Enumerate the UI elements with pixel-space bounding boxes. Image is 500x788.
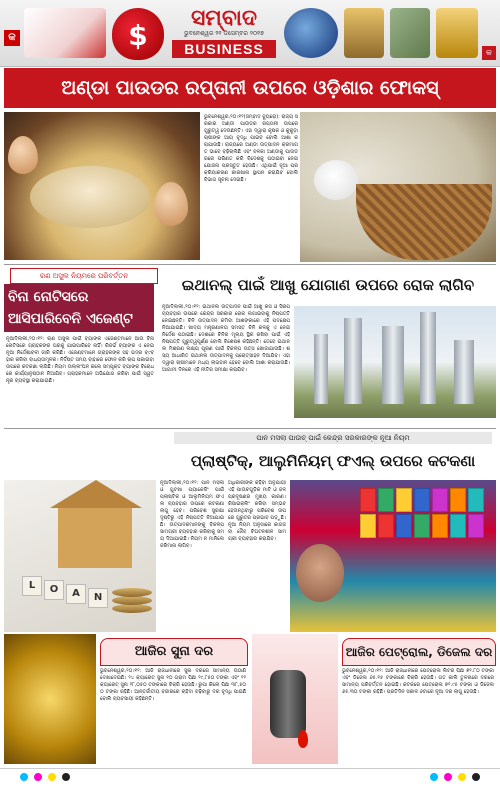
story4-column-1: ନୂଆଦିଲ୍ଲୀ,୨୦।୧୨: ପାନ ମସଲା ଓ ଗୁଟଖା ପ୍ୟାକେଜିଂ ପାଇଁ ପ୍ଲାଷ୍ଟିକ ଓ ଆଲୁମିନିୟମ ଫଏଲ ବ୍ୟବହାର ଉପରେ କଟକଣା ଲାଗୁ ହେବ। ପରିବେଶ ସୁରକ୍ଷା ଦୃଷ୍ଟିରୁ ଏହି ନିଷ୍ପତ୍ତି ନିଆଯାଇଛି। ଉତ୍ପାଦକମାନଙ୍କୁ ବିକଳ୍ପ ସାମଗ୍ରୀ ବ୍ୟବହାର କରିବାକୁ ସମୟ ଦିଆଯାଇଛି। ନିୟମ ନ ମାନିଲେ ଜରିମାନା ଲାଗିବ। bbox=[160, 480, 224, 549]
registration-mark bbox=[34, 773, 42, 781]
packet-graphic bbox=[396, 514, 412, 538]
letter-block: O bbox=[44, 580, 64, 600]
registration-mark bbox=[62, 773, 70, 781]
packet-graphic bbox=[360, 488, 376, 512]
hen-eggs-photo bbox=[300, 112, 496, 262]
story1-column-1: ଭୁବନେଶ୍ୱର,୨୦।୧୨(ସମ୍ବାଦ ବ୍ୟୁରୋ): ରାଜ୍ୟ ସରକାର ଅଣ୍ଡା ପାଉଡର ରପ୍ତାନୀ ଉପରେ ଗୁରୁତ୍ୱ ଦେଉଛନ୍ତି। ଏହା ଦ୍ୱାରା କୃଷକ ଓ କୁକୁଡ଼ା ଚାଷୀଙ୍କ ଆୟ ବୃଦ୍ଧି ପାଇବ ବୋଲି ଆଶା କରାଯାଉଛି। ରାଜ୍ୟରେ ଅଣ୍ଡା ଉତ୍ପାଦନ କ୍ରମାଗତ ଭାବେ ବଢ଼ିଚାଲିଛି ଏବଂ ବଳକା ଅଣ୍ଡାକୁ ପାଉଡରରେ ପରିଣତ କରି ବିଦେଶକୁ ପଠାଇବା ନେଇ ଯୋଜନା ପ୍ରସ୍ତୁତ ହେଉଛି। ଏଥିପାଇଁ ନୂଆ ପ୍ରକ୍ରିୟାକରଣ କାରଖାନା ସ୍ଥାପନ କରାଯିବ ବୋଲି ବିଭାଗ ସୂଚନା ଦେଇଛି। bbox=[204, 114, 298, 183]
packet-graphic bbox=[432, 514, 448, 538]
gold-jewellery-photo bbox=[4, 634, 96, 764]
fuel-nozzle-photo bbox=[252, 634, 338, 764]
egg-graphic bbox=[154, 182, 188, 226]
letter-block: A bbox=[66, 584, 86, 604]
pan-masala-shop-photo bbox=[290, 480, 496, 632]
paper-name: ସମ୍ବାଦ bbox=[191, 5, 257, 31]
packet-graphic bbox=[450, 488, 466, 512]
story2-body: ନୂଆଦିଲ୍ଲୀ,୨୦।୧୨: ଋଣ ଅସୁଲ ପାଇଁ ବ୍ୟାଙ୍କ ଏଜେଣ୍ଟମାନେ ଆଉ ବିନା ନୋଟିସରେ ଗ୍ରାହକଙ୍କ ଘରକୁ ଯାଇପାରିବେ ନାହିଁ। ରିଜର୍ଭ ବ୍ୟାଙ୍କ ଏ ନେଇ ନୂଆ ନିର୍ଦ୍ଦେଶାବଳୀ ଜାରି କରିଛି। ଏଜେଣ୍ଟମାନେ ଗ୍ରାହକଙ୍କ ସହ ଭଦ୍ର ବ୍୯ବହାର କରିବା ବାଧ୍ୟତାମୂଳକ। ନିର୍ଦ୍ଦିଷ୍ଟ ସମୟ ବାହାରେ ଫୋନ କରି ଚାପ ପକାଇବା ଉପରେ କଟକଣା ଲାଗିଛି। ନିୟମ ଉଲ୍ଲଂଘନ କଲେ ସମ୍ପୃକ୍ତ ବ୍ୟାଙ୍କ ବିରୋଧରେ କାର୍ଯ୍ୟାନୁଷ୍ଠାନ ନିଆଯିବ। ଗ୍ରାହକମାନେ ଅଭିଯୋଗ କରିବା ପାଇଁ ସ୍ୱତନ୍ତ୍ର ବ୍ୟବସ୍ଥା କରାଯାଇଛି। bbox=[6, 336, 154, 384]
divider bbox=[4, 264, 496, 265]
packet-graphic bbox=[378, 514, 394, 538]
registration-mark bbox=[20, 773, 28, 781]
date-line: ଭୁବନେଶ୍ୱର ୨୧ ଡିସେମ୍ବର ୨୦୧୭ bbox=[184, 30, 264, 37]
coin-stack-graphic bbox=[112, 596, 152, 605]
refinery-tower-graphic bbox=[420, 312, 436, 404]
egg-powder-photo bbox=[4, 112, 200, 260]
loan-house-photo bbox=[4, 480, 156, 632]
fuel-rate-banner: ଆଜିର ପେଟ୍ରୋଲ, ଡିଜେଲ ଦର bbox=[342, 638, 496, 666]
story2-headline: ବିନା ନୋଟିସରେ ଆସିପାରିବେନି ଏଜେଣ୍ଟ bbox=[4, 284, 154, 332]
section-name: BUSINESS bbox=[172, 40, 276, 58]
gold-bars-graphic bbox=[436, 8, 478, 58]
story3-body: ନୂଆଦିଲ୍ଲୀ,୨୦।୧୨: ଇଥାନଲ ଉତ୍ପାଦନ ପାଇଁ ଆଖୁ ରସ ଓ ସିରପ ବ୍ୟବହାର ଉପରେ କେନ୍ଦ୍ର ସରକାର ରୋକ ଲଗାଇବାକୁ ନିଷ୍ପତ୍ତି ନେଇଛନ୍ତି। ଚିନି ଉତ୍ପାଦନ କମିବା ଆଶଙ୍କାରେ ଏହି ପଦକ୍ଷେପ ନିଆଯାଇଛି। ଖାଦ୍ୟ ମନ୍ତ୍ରଣାଳୟ ସମସ୍ତ ଚିନି କଳକୁ ଏ ନେଇ ନିର୍ଦ୍ଦେଶ ପଠାଇଛି। ଦେଶରେ ଚିନିର ମୂଲ୍ୟ ସ୍ଥିର ରଖିବା ପାଇଁ ଏହି ନିଷ୍ପତ୍ତି ଗୁରୁତ୍ୱପୂର୍ଣ୍ଣ ବୋଲି ବିଶେଷଜ୍ଞ କହିଛନ୍ତି। ତେବେ ଇଥାନଲ ମିଶ୍ରଣ ଲକ୍ଷ୍ୟ ପୂରଣ ପାଇଁ ବିକଳ୍ପ ଉତ୍ସ ଖୋଜାଯାଉଛି। ଶସ୍ୟ ଆଧାରିତ ଇଥାନଲ ଉତ୍ପାଦନକୁ ପ୍ରୋତ୍ସାହନ ଦିଆଯିବ। ଏହା ଦ୍ୱାରା ଚାଷୀମାନେ ମଧ୍ୟ ଲାଭବାନ ହେବେ ବୋଲି ଆଶା କରାଯାଉଛି। ଆଗାମୀ ଦିନରେ ଏହି ନୀତିର ସମୀକ୍ଷା କରାଯିବ। bbox=[162, 304, 290, 373]
refinery-tower-graphic bbox=[314, 334, 328, 404]
story4-column-2: ଅଧିକାରୀଙ୍କ କହିବା ଅନୁଯାୟୀ ଏହି ପାଉଚଗୁଡ଼ିକ ମାଟି ଓ ଜଳ ପ୍ରଦୂଷଣର ମୁଖ୍ୟ କାରଣ। ରିସାଇକ୍ଲିଂ କରିବା ସମ୍ଭବ ହେଉନଥିବାରୁ ପରିବେଶ ଉପରେ ଗୁରୁତର ପ୍ରଭାବ ପଡ଼ୁଛି। ନୂଆ ନିୟମ ଅନୁସାରେ କାଗଜ ବା ଜୈବ ବିଘଟନଶୀଳ ସାମଗ୍ରୀ ବ୍ୟବହାର କରାଯିବ। bbox=[228, 480, 286, 542]
coin-stack-graphic bbox=[112, 604, 152, 613]
house-roof-graphic bbox=[50, 480, 142, 508]
refinery-tower-graphic bbox=[382, 326, 404, 404]
gold-rate-banner: ଆଜିର ସୁନା ଦର bbox=[100, 638, 248, 666]
registration-mark bbox=[458, 773, 466, 781]
egg-graphic bbox=[8, 136, 38, 174]
packet-graphic bbox=[468, 488, 484, 512]
packet-graphic bbox=[360, 514, 376, 538]
story1-headline: ଅଣ୍ଡା ପାଉଡର ରପ୍ତାନୀ ଉପରେ ଓଡ଼ିଶାର ଫୋକସ୍ bbox=[4, 68, 496, 108]
packet-graphic bbox=[450, 514, 466, 538]
money-bag-icon: $ bbox=[112, 8, 164, 60]
fuel-drop-graphic bbox=[298, 730, 308, 748]
currency-notes-graphic bbox=[390, 8, 430, 58]
registration-mark bbox=[444, 773, 452, 781]
print-footer bbox=[0, 768, 500, 788]
hen-graphic bbox=[314, 160, 358, 200]
gold-rate-body: ଭୁବନେଶ୍ୱର,୨୦।୧୨: ଆଜି ରାଜଧାନୀରେ ସୁନା ଦରରେ ସାମାନ୍ୟ ଉଠାଣି ଦେଖାଦେଇଛି। ୨୪ କ୍ୟାରେଟ୍ ସୁନା ୧୦ ଗ୍ରାମ ପିଛା ୨୯,୮୫୦ ଟଙ୍କା ଏବଂ ୨୨ କ୍ୟାରେଟ୍ ସୁନା ୨୮,୦୫୦ ଟଙ୍କାରେ ବିକ୍ରି ହେଉଛି। ରୁପା କିଲୋ ପିଛା ୩୮,୫୦୦ ଟଙ୍କା ରହିଛି। ଆନ୍ତର୍ଜାତୀୟ ବଜାରରେ ଚାହିଦା ବଢ଼ିବାରୁ ଦର ବୃଦ୍ଧି ପାଇଛି ବୋଲି ବ୍ୟବସାୟୀ କହିଛନ୍ତି। bbox=[100, 668, 246, 702]
coins-graphic bbox=[344, 8, 384, 58]
registration-mark bbox=[472, 773, 480, 781]
story4-headline: ପ୍ଲାଷ୍ଟିକ୍, ଆଲୁମିନିୟମ୍ ଫଏଲ୍ ଉପରେ କଟକଣା bbox=[190, 452, 476, 470]
masthead bbox=[170, 6, 278, 62]
refinery-photo bbox=[294, 306, 496, 418]
story2-kicker: ରଣ ଅସୁଲ ନିୟମରେ ପରିବର୍ତ୍ତନ bbox=[10, 268, 158, 284]
packet-graphic bbox=[396, 488, 412, 512]
packet-graphic bbox=[432, 488, 448, 512]
refinery-tower-graphic bbox=[344, 318, 362, 404]
letter-block: N bbox=[88, 588, 108, 608]
packet-graphic bbox=[378, 488, 394, 512]
page-mark: କ bbox=[482, 46, 496, 60]
stock-chart-graphic bbox=[24, 8, 106, 58]
globe-graphic bbox=[284, 8, 338, 58]
egg-basket-graphic bbox=[356, 184, 492, 260]
page-header bbox=[0, 0, 500, 67]
shopkeeper-graphic bbox=[296, 544, 344, 602]
fuel-rate-box bbox=[252, 634, 496, 764]
packet-graphic bbox=[468, 514, 484, 538]
packet-graphic bbox=[414, 488, 430, 512]
refinery-tower-graphic bbox=[454, 340, 474, 404]
fuel-rate-body: ଭୁବନେଶ୍ୱର,୨୦।୧୨: ଆଜି ରାଜଧାନୀରେ ପେଟ୍ରୋଲ ଲିଟର ପିଛା ୭୨.୮୦ ଟଙ୍କା ଏବଂ ଡିଜେଲ ୬୫.୧୫ ଟଙ୍କାରେ ବିକ୍ରି ହେଉଛି। ଗତ କାଲି ତୁଳନାରେ ଦରରେ ସାମାନ୍ୟ ପରିବର୍ତ୍ତନ ହୋଇଛି। କଟକରେ ପେଟ୍ରୋଲ ୭୨.୯୫ ଟଙ୍କା ଓ ଡିଜେଲ ୬୫.୩୦ ଟଙ୍କା ରହିଛି। ପ୍ରତିଦିନ ସକାଳ ୬ଟାରେ ନୂଆ ଦର ଲାଗୁ ହେଉଛି। bbox=[342, 668, 494, 695]
section-mark: କ bbox=[4, 30, 20, 46]
packet-graphic bbox=[414, 514, 430, 538]
gold-rate-box bbox=[4, 634, 248, 764]
house-model-graphic bbox=[58, 508, 132, 568]
coin-stack-graphic bbox=[112, 588, 152, 597]
registration-mark bbox=[430, 773, 438, 781]
nozzle-graphic bbox=[270, 670, 306, 738]
registration-mark bbox=[48, 773, 56, 781]
letter-block: L bbox=[22, 576, 42, 596]
powder-bowl-graphic bbox=[30, 166, 150, 228]
story3-headline: ଇଥାନଲ୍ ପାଇଁ ଆଖୁ ଯୋଗାଣ ଉପରେ ରୋକ ଲାଗିବ bbox=[181, 276, 475, 294]
story4-kicker: ପାନ ମସଲା ପାଉଚ୍ ପାଇଁ କେନ୍ଦ୍ର ସରକାରଙ୍କ ନୂଆ ନିୟମ bbox=[174, 432, 492, 444]
divider bbox=[4, 428, 496, 429]
